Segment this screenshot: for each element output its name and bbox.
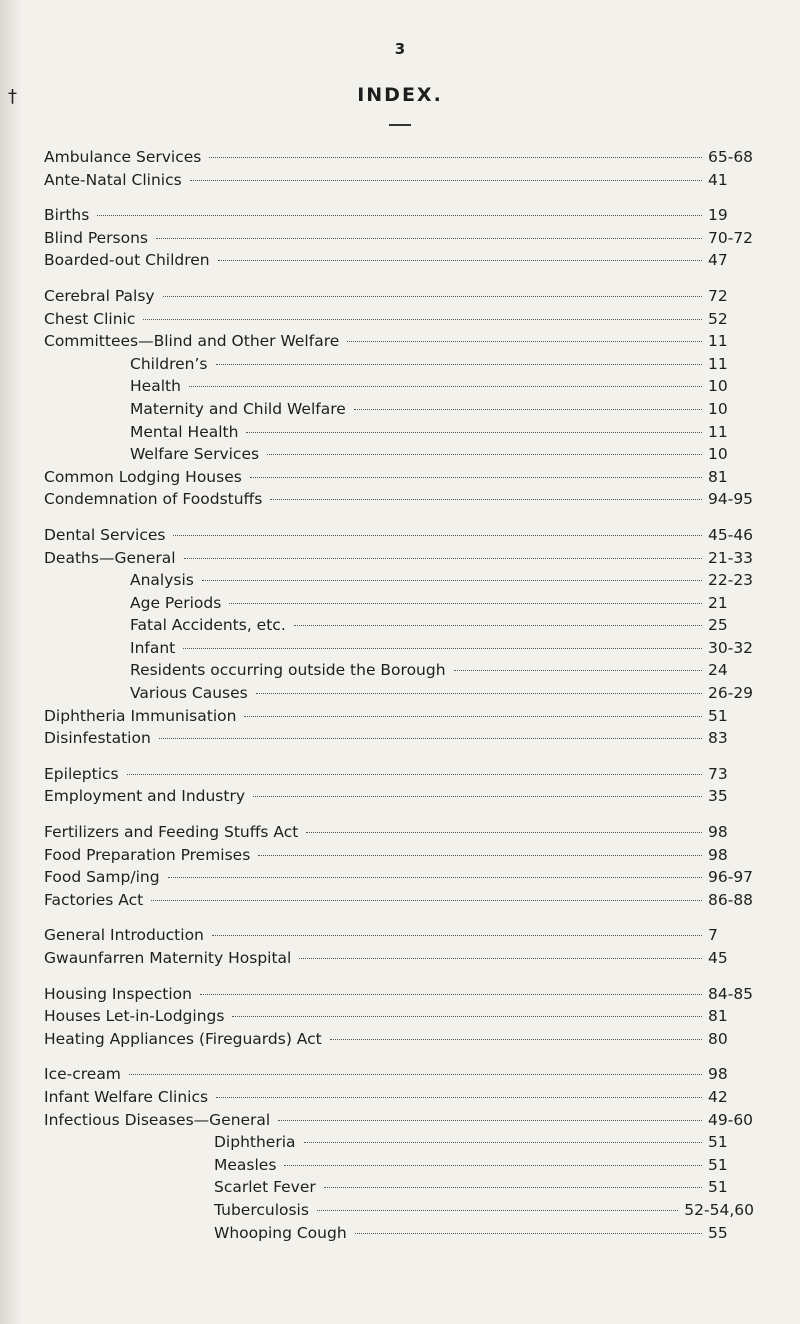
dot-leader: [173, 535, 702, 536]
index-entry-page: 73: [708, 764, 728, 783]
index-entry-page: 41: [708, 170, 728, 189]
index-entry-label: Diphtheria: [214, 1133, 296, 1152]
index-entry-label: Births: [44, 206, 90, 225]
dot-leader: [151, 900, 702, 901]
index-entry: [44, 204, 754, 227]
index-entry-page: 11: [708, 354, 728, 373]
index-entry: [44, 1176, 754, 1199]
index-entry-label: Houses Let-in-Lodgings: [44, 1007, 225, 1026]
index-entry: [44, 682, 754, 705]
dot-leader: [216, 364, 703, 365]
dot-leader: [454, 670, 702, 671]
index-entry: [44, 249, 754, 272]
dot-leader: [200, 994, 702, 995]
dot-leader: [216, 1097, 702, 1098]
index-entry-label: Infant: [130, 638, 176, 657]
index-entry-label: Gwaunfarren Maternity Hospital: [44, 949, 292, 967]
index-entry-page: 51: [708, 1155, 728, 1174]
index-entry-label: Food Preparation Premises: [44, 845, 251, 864]
index-entry-label: Condemnation of Foodstuffs: [44, 490, 263, 509]
index-entry: [44, 763, 754, 786]
index-entry-page: 45-46: [708, 525, 754, 544]
dot-leader: [190, 180, 702, 181]
index-entry: [44, 443, 754, 466]
dot-leader: [256, 693, 702, 694]
dot-leader: [299, 958, 702, 959]
dot-leader: [284, 1165, 702, 1166]
dot-leader: [143, 319, 702, 320]
dot-leader: [330, 1039, 702, 1040]
index-entry-page: 24: [708, 661, 728, 680]
index-entry-label: Maternity and Child Welfare: [130, 399, 346, 418]
dot-leader: [354, 409, 702, 410]
index-entry-label: Committees—Blind and Other Welfare: [44, 332, 340, 351]
index-entry: [44, 592, 754, 615]
index-entry-page: 51: [708, 706, 728, 725]
index-entry: [44, 466, 754, 489]
index-entry-page: 26-29: [708, 684, 754, 703]
title-rule: [389, 124, 411, 126]
index-entry-page: 10: [708, 399, 728, 418]
index-entry-page: 51: [708, 1133, 728, 1152]
index-entry: [44, 983, 754, 1006]
index-entry: [44, 1131, 754, 1154]
index-entry-page: 98: [708, 823, 728, 842]
index-entry: [44, 1005, 754, 1028]
dot-leader: [267, 454, 702, 455]
index-entry: [44, 785, 754, 808]
index-entry: [44, 866, 754, 889]
index-entry: [44, 547, 754, 570]
index-entry: [44, 227, 754, 250]
index-entry-label: Infectious Diseases—General: [44, 1110, 271, 1129]
page-number: 3: [394, 40, 406, 58]
index-entry-page: 51: [708, 1178, 728, 1197]
index-entry-page: 19: [708, 206, 728, 225]
index-entry-label: Residents occurring outside the Borough: [130, 661, 446, 680]
dot-leader: [232, 1016, 702, 1017]
index-entry: [44, 659, 754, 682]
index-entry: [44, 1199, 754, 1222]
index-entry: [44, 488, 754, 511]
index-entry-page: 96-97: [708, 868, 754, 887]
dot-leader: [202, 580, 702, 581]
index-entry-label: Employment and Industry: [44, 787, 246, 806]
index-entry-label: Measles: [214, 1155, 277, 1174]
index-entry: [44, 524, 754, 547]
margin-mark: †: [8, 86, 17, 107]
index-entry: [44, 375, 754, 398]
index-entry-label: Deaths—General: [44, 548, 176, 567]
index-entry-label: Children’s: [130, 354, 208, 373]
dot-leader: [218, 260, 702, 261]
index-entry-label: Fertilizers and Feeding Stuffs Act: [44, 823, 299, 842]
index-entry: [44, 353, 754, 376]
index-entry-label: Ambulance Services: [44, 148, 202, 166]
dot-leader: [209, 157, 702, 158]
index-entry-label: Blind Persons: [44, 228, 148, 247]
index-entry: [44, 1154, 754, 1177]
index-title: INDEX.: [357, 84, 443, 106]
index-entry-page: 65-68: [708, 148, 754, 166]
index-entry-page: 70-72: [708, 228, 754, 247]
index-entry-page: 30-32: [708, 638, 754, 657]
index-entry-page: 11: [708, 332, 728, 351]
index-entry-label: Analysis: [130, 571, 194, 590]
index-entry-page: 10: [708, 377, 728, 396]
dot-leader: [168, 877, 702, 878]
index-entry-page: 7: [708, 926, 718, 945]
dot-leader: [317, 1210, 678, 1211]
dot-leader: [355, 1233, 702, 1234]
index-entry-label: Epileptics: [44, 764, 119, 783]
dot-leader: [212, 935, 702, 936]
index-entry-label: Fatal Accidents, etc.: [130, 616, 286, 635]
index-entry-page: 49-60: [708, 1110, 754, 1129]
index-entry-label: Age Periods: [130, 593, 222, 612]
index-entry-label: Mental Health: [130, 422, 239, 441]
index-entry-page: 72: [708, 286, 728, 305]
index-entry-label: Boarded-out Children: [44, 251, 210, 270]
index-entry-page: 94-95: [708, 490, 754, 509]
dot-leader: [278, 1120, 702, 1121]
index-entry-label: Various Causes: [130, 684, 248, 703]
index-entry-label: Dental Services: [44, 525, 166, 544]
dot-leader: [253, 796, 702, 797]
index-entry-label: Whooping Cough: [214, 1223, 347, 1242]
index-entry-label: Welfare Services: [130, 445, 260, 464]
index-entry-label: Food Samp/ing: [44, 868, 160, 887]
index-entry-page: 98: [708, 1065, 728, 1084]
index-entry-page: 98: [708, 845, 728, 864]
index-entry-page: 25: [708, 616, 728, 635]
index-entry-page: 81: [708, 467, 728, 486]
dot-leader: [183, 648, 702, 649]
index-entry-label: Tuberculosis: [214, 1200, 309, 1219]
index-entry: [44, 889, 754, 912]
index-entry-label: Cerebral Palsy: [44, 286, 155, 305]
dot-leader: [306, 832, 702, 833]
index-entry: [44, 614, 754, 637]
index-entry: [44, 146, 754, 169]
index-entry-page: 21-33: [708, 548, 754, 567]
dot-leader: [304, 1142, 702, 1143]
index-entry-page: 52: [708, 309, 728, 328]
index-entry: [44, 924, 754, 947]
dot-leader: [129, 1074, 702, 1075]
index-entry-label: Chest Clinic: [44, 309, 136, 328]
index-entry: [44, 1063, 754, 1086]
index-entry-page: 35: [708, 787, 728, 806]
index-entry: [44, 1028, 754, 1051]
index-entry-label: Housing Inspection: [44, 984, 192, 1003]
index-entry-page: 83: [708, 729, 728, 748]
index-entry: [44, 1222, 754, 1245]
dot-leader: [258, 855, 702, 856]
index-entry-label: Ante-Natal Clinics: [44, 170, 182, 189]
index-entry-label: Infant Welfare Clinics: [44, 1087, 209, 1106]
index-entry-page: 11: [708, 422, 728, 441]
index-entry: [44, 330, 754, 353]
index-entry-label: General Introduction: [44, 926, 204, 945]
index-entry: [44, 308, 754, 331]
dot-leader: [163, 296, 702, 297]
dot-leader: [270, 499, 702, 500]
index-entry: [44, 1086, 754, 1109]
index-entry: [44, 844, 754, 867]
dot-leader: [97, 215, 702, 216]
index-entry: [44, 421, 754, 444]
index-entry-page: 21: [708, 593, 728, 612]
dot-leader: [347, 341, 702, 342]
dot-leader: [184, 558, 702, 559]
index-entry: [44, 169, 754, 192]
page-edge-shadow: [0, 0, 22, 1324]
index-entry-label: Factories Act: [44, 890, 144, 909]
index-entry: [44, 727, 754, 750]
index-entry: [44, 285, 754, 308]
index-entry-label: Ice-cream: [44, 1065, 121, 1084]
dot-leader: [156, 238, 702, 239]
index-entry-label: Scarlet Fever: [214, 1178, 316, 1197]
index-entry: [44, 569, 754, 592]
dot-leader: [294, 625, 702, 626]
dot-leader: [159, 738, 702, 739]
index-entry: [44, 398, 754, 421]
dot-leader: [250, 477, 702, 478]
index-entry-page: 84-85: [708, 984, 754, 1003]
dot-leader: [246, 432, 702, 433]
index-entry-label: Heating Appliances (Fireguards) Act: [44, 1029, 322, 1048]
dot-leader: [229, 603, 702, 604]
dot-leader: [324, 1187, 702, 1188]
index-entry: [44, 705, 754, 728]
index-entry-label: Diphtheria Immunisation: [44, 706, 237, 725]
index-entry-label: Common Lodging Houses: [44, 467, 242, 486]
index-entry-page: 52-54,60: [684, 1200, 754, 1219]
index-entry-page: 86-88: [708, 890, 754, 909]
index-entry-page: 10: [708, 445, 728, 464]
index-list: [44, 146, 754, 1244]
index-entry-page: 80: [708, 1029, 728, 1048]
dot-leader: [189, 386, 702, 387]
dot-leader: [244, 716, 702, 717]
index-entry-label: Health: [130, 377, 181, 396]
index-entry: [44, 1109, 754, 1132]
dot-leader: [127, 774, 702, 775]
index-entry: [44, 821, 754, 844]
index-entry-page: 81: [708, 1007, 728, 1026]
index-entry-page: 42: [708, 1087, 728, 1106]
index-entry-page: 55: [708, 1223, 728, 1242]
index-entry: [44, 947, 754, 970]
index-entry-page: 22-23: [708, 571, 754, 590]
index-entry-page: 45: [708, 949, 728, 967]
index-entry: [44, 637, 754, 660]
index-entry-label: Disinfestation: [44, 729, 151, 748]
index-entry-page: 47: [708, 251, 728, 270]
